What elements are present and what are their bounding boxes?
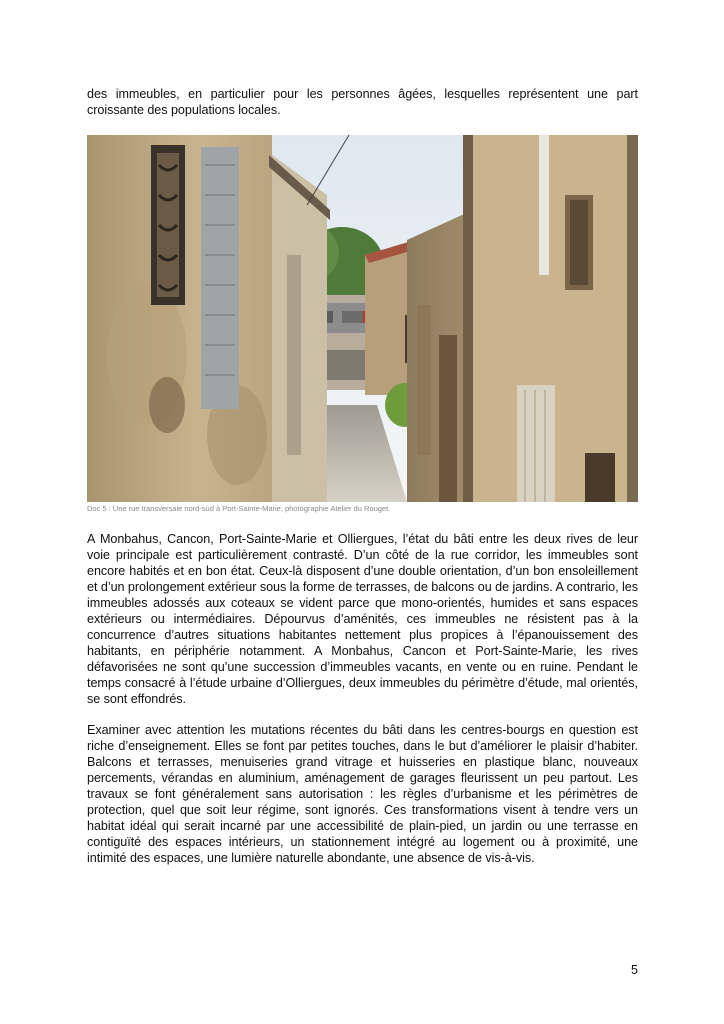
paragraph-1: A Monbahus, Cancon, Port-Sainte-Marie et Olliergues, l’état du bâti entre les deux rives de leur voie principale est particulièrement contrasté. D’un côté de la rue corridor, les immeubles sont encore habités et en bon état. Ceux-là disposent d’une double orientation, d’un bon ensoleillement et d’un prolongement extérieur sous la forme de terrasses, de balcons ou de jardins. A contrario, les immeubles adossés aux coteaux se vident parce que mono-orientés, humides et sans espaces extérieurs ou intermédiaires. Dépourvus d’aménités, ces immeubles ne résistent pas à la concurrence d’autres situations habitantes nettement plus propices à l’épanouissement des habitants, en périphérie notamment. A Monbahus, Cancon et Port-Sainte-Marie, les rives défavorisées ne sont qu’une succession d’immeubles vacants, en vente ou en ruine. Pendant le temps consacré à l’étude urbaine d’Olliergues, deux immeubles du périmètre d’étude, mal orientés, se sont effondrés. [87,532,638,706]
paragraph-2: Examiner avec attention les mutations récentes du bâti dans les centres-bourgs en question est riche d’enseignement. Elles se font par petites touches, dans le but d’améliorer le plaisir d’habiter. Balcons et terrasses, menuiseries grand vitrage et huisseries en plastique blanc, nouveaux percements, vérandas en aluminium, aménagement de garages fleurissent un peu partout. Les travaux se font généralement sans autorisation : les règles d’urbanisme et les périmètres de protection, quel que soit leur régime, sont ignorés. Ces transformations visent à tendre vers un habitat idéal qui serait incarné par une accessibilité de plain-pied, un jardin ou une terrasse en contiguïté des espaces intérieurs, un stationnement intégré au logement ou à proximité, une intimité des espaces, une lumière naturelle abondante, une absence de vis-à-vis. [87,723,638,865]
paragraph-intro: des immeubles, en particulier pour les personnes âgées, lesquelles représentent une part croissante des populations locales. [87,87,638,117]
page-number: 5 [630,963,638,977]
street-photo [87,135,638,502]
photo-caption: Doc 5 : Une rue transversale nord-sud à Port-Sainte-Marie, photographie Atelier du Rouget. [87,504,391,513]
